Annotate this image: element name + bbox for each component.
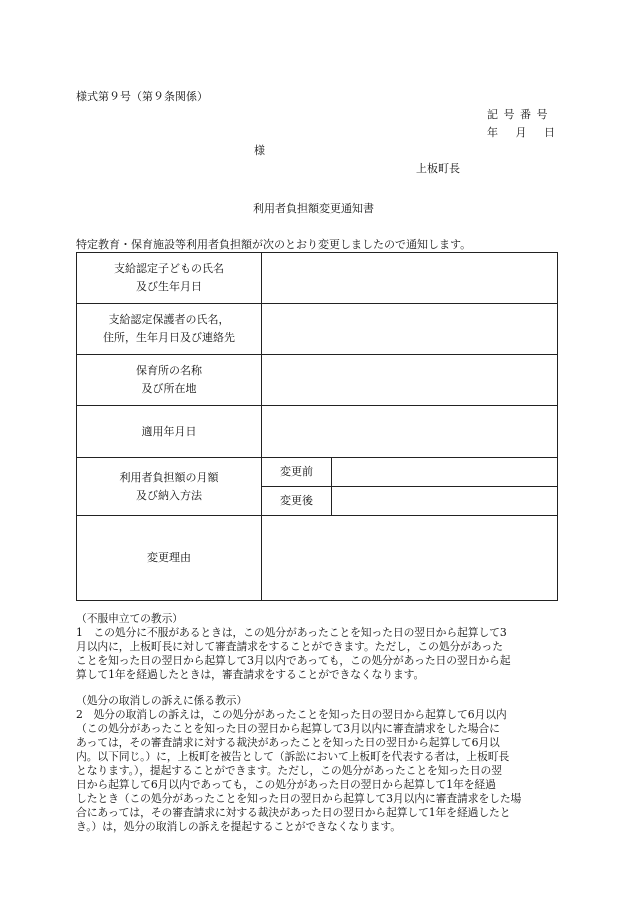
- monthly-fee-label: 利用者負担額の月額 及び納入方法: [77, 458, 262, 516]
- child-name-field: [262, 253, 558, 304]
- appeal-body: 1 この処分に不服があるときは，この処分があったことを知った日の翌日から起算して3 月以内に，上板町長に対して審査請求をすることができます。ただし，この処分があった ことを知った日の翌日から起算して3月以内であっても，この処分があった日の翌日から起 算して1年を経過したときは，審査請求をすることができなくなります。: [76, 626, 511, 681]
- notice-table: [76, 252, 558, 601]
- guardian-info-label: 支給認定保護者の氏名， 住所，生年月日及び連絡先: [77, 304, 262, 355]
- reference-number-label: 記 号 番 号: [487, 108, 549, 121]
- form-number: 様式第９号（第９条関係）: [76, 90, 208, 103]
- intro-text: 特定教育・保育施設等利用者負担額が次のとおり変更しましたので通知します。: [76, 238, 472, 251]
- after-change-field: [332, 487, 558, 516]
- child-name-label: 支給認定子どもの氏名 及び生年月日: [77, 253, 262, 304]
- change-reason-field: [262, 516, 558, 601]
- effective-date-field: [262, 406, 558, 458]
- effective-date-label: 適用年月日: [77, 406, 262, 458]
- date-label: 年 月 日: [487, 126, 556, 139]
- lawsuit-heading: （処分の取消しの訴えに係る教示）: [76, 694, 248, 707]
- change-reason-label: 変更理由: [77, 516, 262, 601]
- addressee-suffix: 様: [254, 144, 265, 157]
- guardian-info-field: [262, 304, 558, 355]
- nursery-info-field: [262, 355, 558, 406]
- lawsuit-body: 2 処分の取消しの訴えは，この処分があったことを知った日の翌日から起算して6月以内 （この処分があったことを知った日の翌日から起算して3月以内に審査請求をした場合に あっては，その審査請求に対する裁決があったことを知った日の翌日から起算して6月以 内。以下同じ。）に，上板町を被告として（訴訟において上板町を代表する者は，上板町長 となります。），提起することができます。ただし，この処分があったことを知った日の翌 日から起算して6月以内であっても，この処分があった日の翌日から起算して1年を経過 したとき（この処分があったことを知った日の翌日から起算して3月以内に審査請求をした場 合にあっては，その審査請求に対する裁決があった日の翌日から起算して1年を経過したと き。）は，処分の取消しの訴えを提起することができなくなります。: [76, 708, 522, 833]
- before-change-label: 変更前: [262, 458, 332, 487]
- appeal-heading: （不服申立ての教示）: [76, 612, 183, 625]
- before-change-field: [332, 458, 558, 487]
- document-title: 利用者負担額変更通知書: [253, 202, 374, 215]
- issuer-name: 上板町長: [416, 162, 460, 175]
- nursery-info-label: 保育所の名称 及び所在地: [77, 355, 262, 406]
- after-change-label: 変更後: [262, 487, 332, 516]
